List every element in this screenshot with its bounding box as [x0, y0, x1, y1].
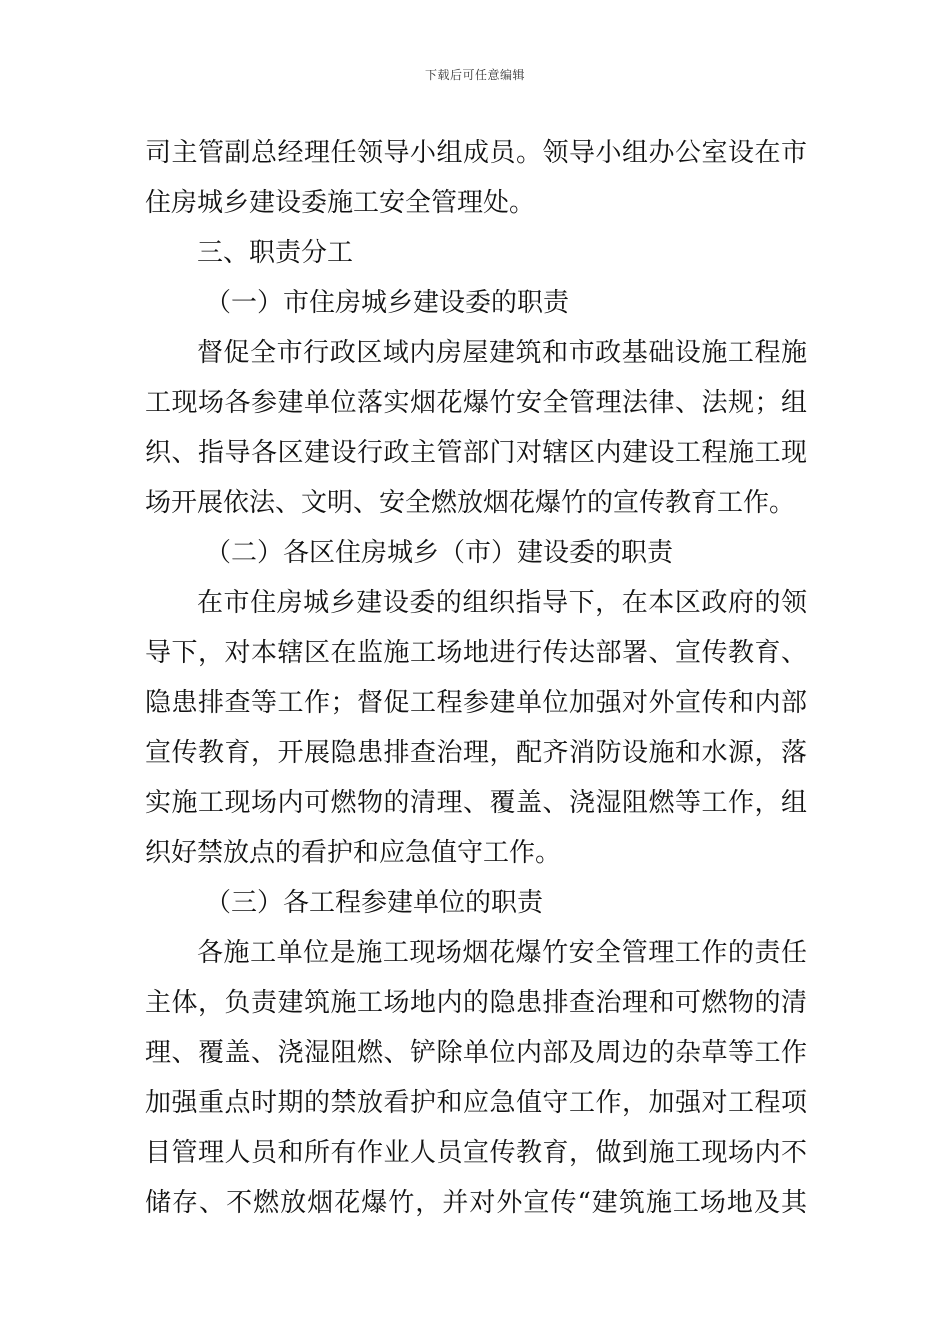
text-line: 住房城乡建设委施工安全管理处。 [145, 188, 536, 218]
text-line: 司主管副总经理任领导小组成员。领导小组办公室设在市 [145, 138, 807, 168]
text-line: 各施工单位是施工现场烟花爆竹安全管理工作的责任 [197, 938, 807, 968]
text-line: 目管理人员和所有作业人员宣传教育，做到施工现场内不 [145, 1138, 807, 1168]
text-line: 在市住房城乡建设委的组织指导下，在本区政府的领 [197, 588, 807, 618]
text-line: 储存、不燃放烟花爆竹，并对外宣传“建筑施工场地及其 [145, 1188, 807, 1218]
subsection-heading: （三）各工程参建单位的职责 [205, 888, 544, 918]
section-heading: 三、职责分工 [197, 238, 354, 268]
text-line: 织、指导各区建设行政主管部门对辖区内建设工程施工现 [145, 438, 807, 468]
document-body [145, 128, 807, 1228]
text-line: 宣传教育，开展隐患排查治理，配齐消防设施和水源，落 [145, 738, 807, 768]
text-line: 导下，对本辖区在监施工场地进行传达部署、宣传教育、 [145, 638, 807, 668]
text-line: 主体，负责建筑施工场地内的隐患排查治理和可燃物的清 [145, 988, 807, 1018]
subsection-heading: （一）市住房城乡建设委的职责 [205, 288, 570, 318]
text-line: 督促全市行政区域内房屋建筑和市政基础设施工程施 [197, 338, 807, 368]
text-line: 场开展依法、文明、安全燃放烟花爆竹的宣传教育工作。 [145, 488, 796, 518]
subsection-heading: （二）各区住房城乡（市）建设委的职责 [205, 538, 674, 568]
text-line: 理、覆盖、浇湿阻燃、铲除单位内部及周边的杂草等工作 [145, 1038, 807, 1068]
text-line: 实施工现场内可燃物的清理、覆盖、浇湿阻燃等工作，组 [145, 788, 807, 818]
text-line: 织好禁放点的看护和应急值守工作。 [145, 838, 562, 868]
text-line: 加强重点时期的禁放看护和应急值守工作，加强对工程项 [145, 1088, 807, 1118]
header-note: 下载后可任意编辑 [424, 68, 525, 82]
text-line: 隐患排查等工作；督促工程参建单位加强对外宣传和内部 [145, 688, 807, 718]
text-line: 工现场各参建单位落实烟花爆竹安全管理法律、法规；组 [145, 388, 807, 418]
